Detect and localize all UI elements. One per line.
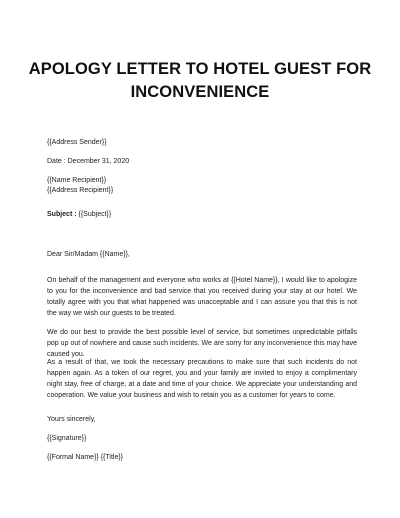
salutation: Dear Sir/Madam {{Name}},: [47, 251, 130, 258]
paragraph-2: We do our best to provide the best possible level of service, but sometimes unpredictable pitfalls pop up out of nowhere and cause such incidents. We are sorry for any inconvenience this may have caused you.: [47, 329, 357, 358]
closing: Yours sincerely,: [47, 416, 96, 423]
signature-placeholder: {{Signature}}: [47, 435, 87, 442]
letter-date: Date : December 31, 2020: [47, 158, 130, 165]
recipient-name: {{Name Recipient}}: [47, 177, 107, 184]
formal-name-title: {{Formal Name}} {{Title}}: [47, 454, 124, 461]
page-title: [20, 58, 380, 104]
sender-address: {{Address Sender}}: [47, 139, 107, 146]
recipient-address: {{Address Recipient}}: [47, 187, 114, 194]
subject-value: {{Subject}}: [76, 211, 112, 218]
title-line-1: APOLOGY LETTER TO HOTEL GUEST FOR: [28, 60, 372, 78]
subject-label: Subject :: [47, 211, 77, 218]
paragraph-1: On behalf of the management and everyone who works at {{Hotel Name}}, I would like to apologize to you for the inconvenience and bad service that you received during your stay at our hotel. We totally agree with you that what happened was unacceptable and I can assure you that this is not the way we wish our guests to be treated.: [47, 277, 357, 317]
title-line-2: INCONVENIENCE: [130, 83, 270, 101]
paragraph-3: As a result of that, we took the necessary precautions to make sure that such incidents do not happen again. As a token of our regret, you and your family are invited to enjoy a complimentary night stay, free of charge, at a date and time of your choice. We appreciate your understanding and cooperation. We value your business and wish to retain you as a customer for years to come.: [47, 359, 357, 399]
subject-line: [47, 209, 357, 220]
